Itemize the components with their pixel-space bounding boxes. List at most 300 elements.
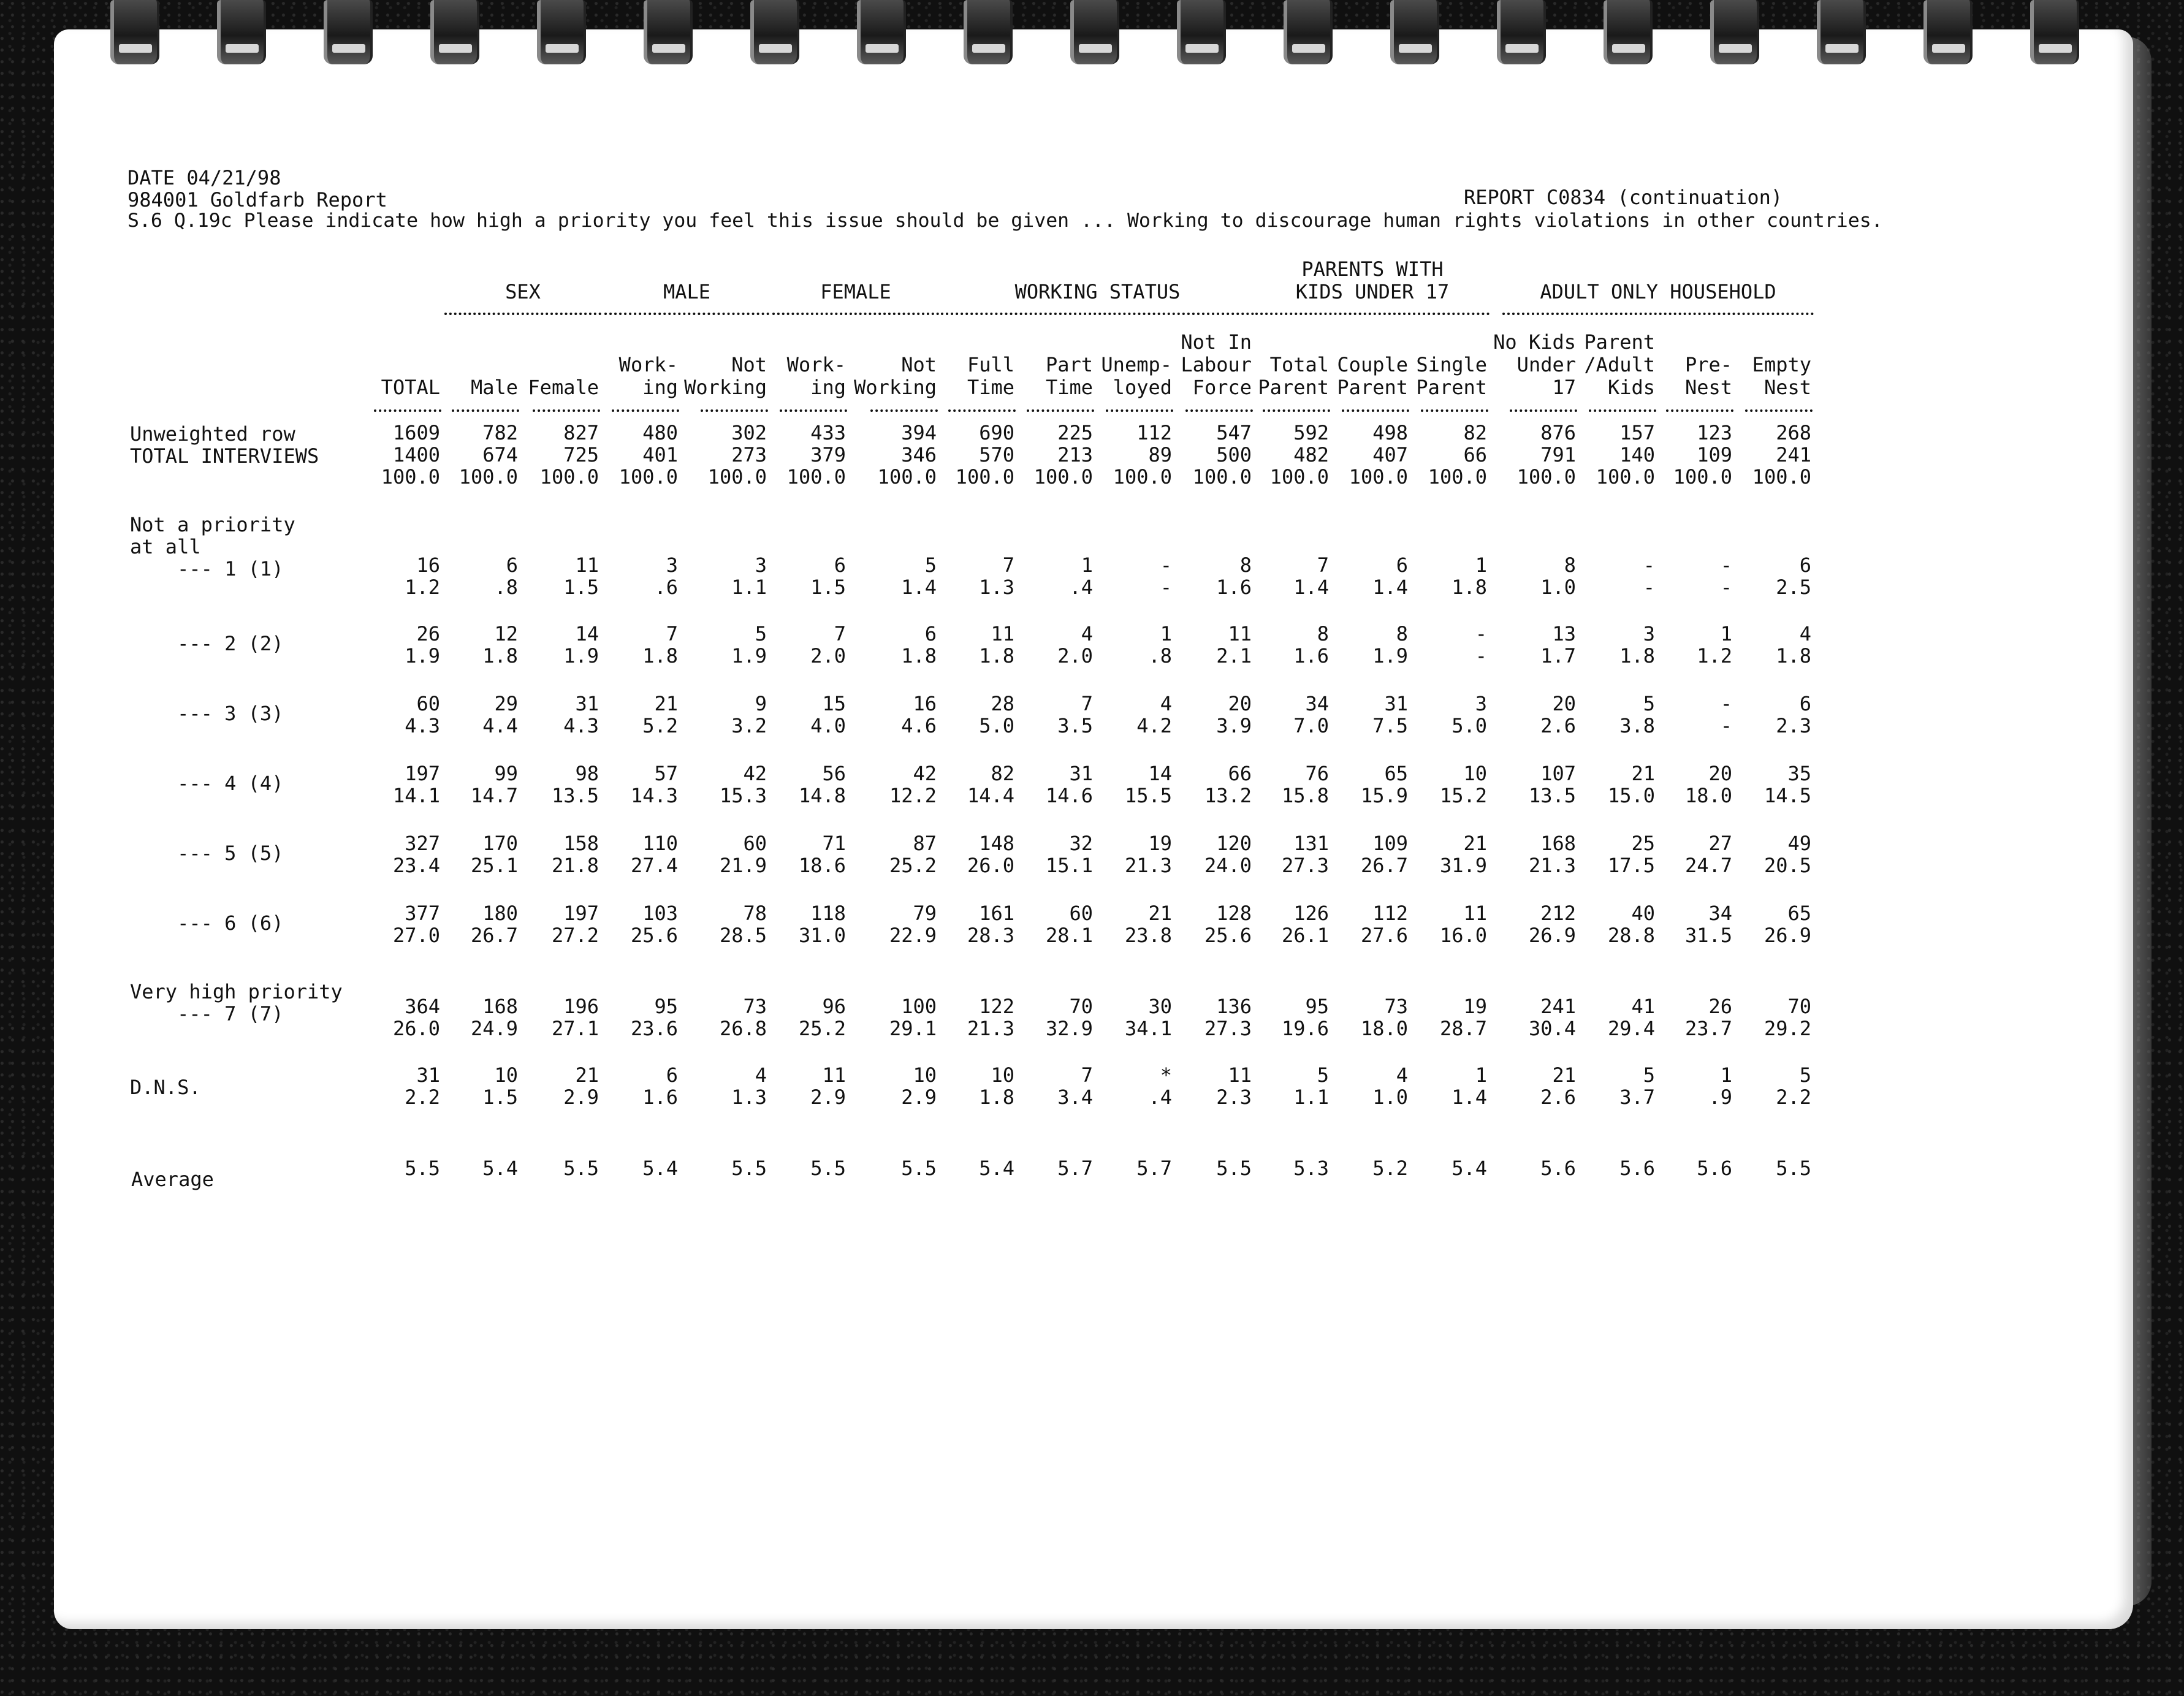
report-date: DATE 04/21/98 [127, 166, 281, 189]
table-cell: 3 [1475, 692, 1487, 715]
table-cell: 100.0 [1428, 465, 1487, 489]
column-header: Full Time [967, 353, 1014, 399]
table-cell: .8 [1148, 644, 1172, 667]
table-cell: 1.1 [1293, 1086, 1329, 1109]
table-cell: 18.6 [798, 854, 846, 877]
average-cell: 5.6 [1697, 1157, 1732, 1180]
table-cell: 27.1 [551, 1017, 599, 1040]
group-underline [444, 313, 601, 315]
table-cell: - [1720, 714, 1732, 737]
table-cell: 98 [575, 762, 599, 785]
table-cell: 128 [1216, 902, 1252, 925]
row-label: TOTAL INTERVIEWS [130, 444, 319, 468]
row-label: --- 6 (6) [130, 911, 284, 935]
table-cell: 1.0 [1540, 576, 1576, 599]
table-cell: - [1720, 576, 1732, 599]
table-cell: 14.1 [392, 784, 440, 807]
average-cell: 5.4 [482, 1157, 518, 1180]
group-header: WORKING STATUS [1014, 280, 1181, 303]
table-cell: 2.5 [1776, 576, 1811, 599]
table-cell: 15.0 [1607, 784, 1655, 807]
average-cell: 5.5 [405, 1157, 440, 1180]
table-cell: 20.5 [1764, 854, 1811, 877]
table-cell: 16.0 [1439, 924, 1487, 947]
table-cell: 28.8 [1607, 924, 1655, 947]
table-cell: 407 [1372, 443, 1408, 466]
table-cell: 24.9 [470, 1017, 518, 1040]
table-cell: 26 [1708, 995, 1732, 1018]
table-cell: 19 [1148, 832, 1172, 855]
table-cell: 100 [901, 995, 937, 1018]
table-cell: 27.2 [551, 924, 599, 947]
table-cell: 29.1 [889, 1017, 937, 1040]
table-cell: 99 [494, 762, 518, 785]
table-cell: 7 [1081, 1063, 1093, 1087]
table-cell: 876 [1540, 421, 1576, 444]
table-cell: 100.0 [1113, 465, 1172, 489]
table-cell: .6 [654, 576, 678, 599]
column-underline [1185, 409, 1253, 412]
table-cell: 1 [1720, 1063, 1732, 1087]
table-cell: 20 [1552, 692, 1576, 715]
table-cell: 20 [1708, 762, 1732, 785]
average-cell: 5.3 [1293, 1157, 1329, 1180]
table-cell: - [1720, 692, 1732, 715]
table-cell: 100.0 [1516, 465, 1576, 489]
group-underline [1502, 313, 1814, 315]
table-cell: 26.9 [1528, 924, 1576, 947]
table-cell: 1.8 [901, 644, 937, 667]
table-cell: 66 [1463, 443, 1487, 466]
table-cell: 100.0 [877, 465, 937, 489]
row-label: --- 5 (5) [130, 842, 284, 865]
column-header: Not Working [854, 353, 937, 399]
table-cell: 433 [810, 421, 846, 444]
table-cell: 346 [901, 443, 937, 466]
table-cell: 782 [482, 421, 518, 444]
table-cell: 27.4 [630, 854, 678, 877]
table-cell: 2.2 [405, 1086, 440, 1109]
table-cell: 131 [1293, 832, 1329, 855]
average-cell: 5.5 [1776, 1157, 1811, 1180]
average-cell: 5.5 [731, 1157, 767, 1180]
table-cell: 791 [1540, 443, 1576, 466]
table-cell: 180 [482, 902, 518, 925]
table-cell: 126 [1293, 902, 1329, 925]
table-cell: 28.1 [1045, 924, 1093, 947]
average-cell: 5.5 [1216, 1157, 1252, 1180]
table-cell: 212 [1540, 902, 1576, 925]
table-cell: 40 [1631, 902, 1655, 925]
column-header: Empty Nest [1752, 353, 1811, 399]
table-cell: 26.9 [1764, 924, 1811, 947]
table-cell: 11 [1228, 1063, 1252, 1087]
table-cell: 1.2 [1697, 644, 1732, 667]
table-cell: 60 [416, 692, 440, 715]
table-cell: 70 [1069, 995, 1093, 1018]
table-cell: 28 [991, 692, 1014, 715]
group-header: SEX [505, 280, 541, 303]
group-underline [604, 313, 769, 315]
table-cell: 24.7 [1684, 854, 1732, 877]
table-cell: 1 [1081, 553, 1093, 577]
table-cell: 73 [1384, 995, 1408, 1018]
table-cell: 24.0 [1204, 854, 1252, 877]
table-cell: 2.6 [1540, 1086, 1576, 1109]
table-cell: 7 [1081, 692, 1093, 715]
table-cell: 109 [1372, 832, 1408, 855]
table-cell: 140 [1619, 443, 1655, 466]
average-cell: 5.4 [979, 1157, 1014, 1180]
table-cell: 100.0 [458, 465, 518, 489]
table-cell: 6 [1799, 692, 1811, 715]
table-cell: 27.0 [392, 924, 440, 947]
table-cell: 482 [1293, 443, 1329, 466]
table-cell: 13.5 [1528, 784, 1576, 807]
column-header: Female [528, 376, 599, 399]
table-cell: 103 [642, 902, 678, 925]
table-cell: 4.3 [405, 714, 440, 737]
table-cell: 6 [924, 622, 937, 645]
table-cell: 480 [642, 421, 678, 444]
table-cell: 21 [575, 1063, 599, 1087]
table-cell: 161 [979, 902, 1014, 925]
table-cell: 1.4 [1293, 576, 1329, 599]
table-cell: 5 [1317, 1063, 1329, 1087]
table-cell: 1.6 [642, 1086, 678, 1109]
table-cell: 110 [642, 832, 678, 855]
table-cell: 3 [666, 553, 678, 577]
table-cell: 26.1 [1281, 924, 1329, 947]
table-cell: 1 [1160, 622, 1172, 645]
table-cell: 4 [1081, 622, 1093, 645]
table-cell: 3.4 [1057, 1086, 1093, 1109]
table-cell: 5 [1799, 1063, 1811, 1087]
table-cell: 21 [1552, 1063, 1576, 1087]
row-label: Very high priority --- 7 (7) [130, 980, 343, 1025]
column-header: Not Working [684, 353, 767, 399]
table-cell: 21 [1463, 832, 1487, 855]
table-cell: 100.0 [1673, 465, 1732, 489]
table-cell: 136 [1216, 995, 1252, 1018]
table-cell: 3.7 [1619, 1086, 1655, 1109]
table-cell: 6 [1396, 553, 1408, 577]
table-cell: 32 [1069, 832, 1093, 855]
table-cell: 100.0 [618, 465, 678, 489]
column-header: Not In Labour Force [1181, 330, 1252, 399]
table-cell: 41 [1631, 995, 1655, 1018]
table-cell: 27.3 [1281, 854, 1329, 877]
table-cell: 1.9 [1372, 644, 1408, 667]
table-cell: 96 [822, 995, 846, 1018]
table-cell: 168 [482, 995, 518, 1018]
table-cell: 7 [834, 622, 846, 645]
column-underline [870, 409, 938, 412]
table-cell: - [1160, 553, 1172, 577]
table-cell: 2.3 [1776, 714, 1811, 737]
column-underline [948, 409, 1016, 412]
table-cell: 17.5 [1607, 854, 1655, 877]
report-name: 984001 Goldfarb Report [127, 188, 387, 211]
table-cell: 1 [1475, 1063, 1487, 1087]
table-cell: 15.8 [1281, 784, 1329, 807]
row-label: Average [131, 1168, 214, 1191]
table-cell: 70 [1787, 995, 1811, 1018]
table-cell: 100.0 [1596, 465, 1655, 489]
table-cell: - [1475, 644, 1487, 667]
table-cell: 4 [1160, 692, 1172, 715]
table-cell: 31 [1384, 692, 1408, 715]
table-cell: 158 [563, 832, 599, 855]
table-cell: 2.6 [1540, 714, 1576, 737]
table-cell: 10 [1463, 762, 1487, 785]
table-cell: 1.8 [642, 644, 678, 667]
table-cell: 15.1 [1045, 854, 1093, 877]
table-cell: .8 [494, 576, 518, 599]
table-cell: 5 [924, 553, 937, 577]
table-cell: 1.0 [1372, 1086, 1408, 1109]
table-cell: 213 [1057, 443, 1093, 466]
table-cell: 13.2 [1204, 784, 1252, 807]
table-cell: 65 [1384, 762, 1408, 785]
table-cell: 100.0 [1349, 465, 1408, 489]
table-cell: 2.9 [563, 1086, 599, 1109]
row-label: --- 3 (3) [130, 702, 284, 725]
table-cell: 16 [416, 553, 440, 577]
table-cell: 30.4 [1528, 1017, 1576, 1040]
table-cell: .4 [1148, 1086, 1172, 1109]
table-cell: 170 [482, 832, 518, 855]
column-header: Work- ing [618, 353, 678, 399]
average-cell: 5.7 [1136, 1157, 1172, 1180]
column-underline [1263, 409, 1330, 412]
table-cell: 27.6 [1360, 924, 1408, 947]
group-header: ADULT ONLY HOUSEHOLD [1540, 280, 1776, 303]
table-cell: 31 [1069, 762, 1093, 785]
table-cell: 1.7 [1540, 644, 1576, 667]
table-cell: 6 [834, 553, 846, 577]
table-cell: 1.8 [482, 644, 518, 667]
table-cell: 12 [494, 622, 518, 645]
table-cell: 827 [563, 421, 599, 444]
table-cell: 42 [913, 762, 937, 785]
table-cell: 8 [1396, 622, 1408, 645]
group-underline [772, 313, 939, 315]
table-cell: 79 [913, 902, 937, 925]
table-cell: 22.9 [889, 924, 937, 947]
table-cell: 3 [1643, 622, 1655, 645]
column-underline [1510, 409, 1577, 412]
table-cell: 18.0 [1360, 1017, 1408, 1040]
table-cell: 57 [654, 762, 678, 785]
table-cell: 76 [1305, 762, 1329, 785]
table-cell: - [1160, 576, 1172, 599]
table-cell: 29 [494, 692, 518, 715]
table-cell: 16 [913, 692, 937, 715]
table-cell: 29.2 [1764, 1017, 1811, 1040]
table-cell: 10 [991, 1063, 1014, 1087]
table-cell: 11 [575, 553, 599, 577]
table-cell: .4 [1069, 576, 1093, 599]
column-underline [1027, 409, 1094, 412]
table-cell: 19 [1463, 995, 1487, 1018]
table-cell: 65 [1787, 902, 1811, 925]
table-cell: 100.0 [1033, 465, 1093, 489]
table-cell: 29.4 [1607, 1017, 1655, 1040]
table-cell: 197 [563, 902, 599, 925]
table-cell: 95 [1305, 995, 1329, 1018]
table-cell: 31 [416, 1063, 440, 1087]
table-cell: 23.6 [630, 1017, 678, 1040]
table-cell: 327 [405, 832, 440, 855]
table-cell: 1.9 [731, 644, 767, 667]
table-cell: * [1160, 1063, 1172, 1087]
table-cell: 21.8 [551, 854, 599, 877]
table-cell: 15.5 [1124, 784, 1172, 807]
table-cell: 7 [1317, 553, 1329, 577]
table-cell: 25.6 [630, 924, 678, 947]
table-cell: 10 [494, 1063, 518, 1087]
column-underline [374, 409, 441, 412]
table-cell: 25 [1631, 832, 1655, 855]
table-cell: 2.2 [1776, 1086, 1811, 1109]
table-cell: 1.8 [1619, 644, 1655, 667]
table-cell: 14.8 [798, 784, 846, 807]
table-cell: 87 [913, 832, 937, 855]
table-cell: 394 [901, 421, 937, 444]
table-cell: 7 [666, 622, 678, 645]
table-cell: 109 [1697, 443, 1732, 466]
table-cell: 14.7 [470, 784, 518, 807]
table-cell: 3.2 [731, 714, 767, 737]
table-cell: 4.4 [482, 714, 518, 737]
table-cell: 11 [822, 1063, 846, 1087]
group-header: FEMALE [820, 280, 891, 303]
table-cell: 1.3 [731, 1086, 767, 1109]
table-cell: 100.0 [1192, 465, 1252, 489]
table-cell: 1.5 [482, 1086, 518, 1109]
table-cell: 15.9 [1360, 784, 1408, 807]
table-cell: 377 [405, 902, 440, 925]
table-cell: 2.0 [1057, 644, 1093, 667]
table-cell: 26.0 [392, 1017, 440, 1040]
table-cell: 148 [979, 832, 1014, 855]
table-cell: 1.4 [1372, 576, 1408, 599]
table-cell: 1.4 [1452, 1086, 1487, 1109]
table-cell: 196 [563, 995, 599, 1018]
table-cell: 3 [755, 553, 767, 577]
table-cell: 500 [1216, 443, 1252, 466]
table-cell: 4.3 [563, 714, 599, 737]
row-label: Unweighted row [130, 422, 295, 446]
column-header: No Kids Under 17 [1493, 330, 1576, 399]
table-cell: 1.9 [405, 644, 440, 667]
report-code: REPORT C0834 (continuation) [1464, 186, 1783, 209]
table-cell: 23.8 [1124, 924, 1172, 947]
table-cell: 18.0 [1684, 784, 1732, 807]
table-cell: 11 [1228, 622, 1252, 645]
table-cell: 12.2 [889, 784, 937, 807]
table-cell: 4 [1799, 622, 1811, 645]
table-cell: 1.8 [1776, 644, 1811, 667]
table-cell: 11 [991, 622, 1014, 645]
table-cell: 14 [1148, 762, 1172, 785]
table-cell: 23.4 [392, 854, 440, 877]
table-cell: 302 [731, 421, 767, 444]
column-underline [1421, 409, 1488, 412]
row-label: D.N.S. [130, 1076, 201, 1099]
table-cell: 1400 [392, 443, 440, 466]
table-cell: 690 [979, 421, 1014, 444]
table-cell: 1.9 [563, 644, 599, 667]
table-cell: 35 [1787, 762, 1811, 785]
table-cell: 107 [1540, 762, 1576, 785]
table-cell: 26.7 [470, 924, 518, 947]
table-cell: - [1475, 622, 1487, 645]
table-cell: 1609 [392, 421, 440, 444]
table-cell: 1 [1720, 622, 1732, 645]
table-cell: 112 [1136, 421, 1172, 444]
table-cell: 3.9 [1216, 714, 1252, 737]
table-cell: 21 [654, 692, 678, 715]
table-cell: 78 [743, 902, 767, 925]
table-cell: 14.4 [967, 784, 1014, 807]
table-cell: 100.0 [539, 465, 599, 489]
table-cell: 14.5 [1764, 784, 1811, 807]
table-cell: 5.0 [979, 714, 1014, 737]
table-cell: 31.9 [1439, 854, 1487, 877]
column-header: Male [470, 376, 518, 399]
table-cell: 6 [1799, 553, 1811, 577]
table-cell: 379 [810, 443, 846, 466]
table-cell: 19.6 [1281, 1017, 1329, 1040]
table-cell: 25.2 [798, 1017, 846, 1040]
table-cell: 15.2 [1439, 784, 1487, 807]
table-cell: 7.5 [1372, 714, 1408, 737]
table-cell: 5 [1643, 1063, 1655, 1087]
question-text: S.6 Q.19c Please indicate how high a priority you feel this issue should be given ... Working to discourage human rights violations in other countries. [127, 210, 1883, 232]
column-underline [533, 409, 600, 412]
table-cell: 11 [1463, 902, 1487, 925]
table-cell: 21 [1631, 762, 1655, 785]
table-cell: 15 [822, 692, 846, 715]
table-cell: 1.6 [1293, 644, 1329, 667]
table-cell: 570 [979, 443, 1014, 466]
table-cell: 100.0 [1269, 465, 1329, 489]
table-cell: 100.0 [786, 465, 846, 489]
table-cell: 592 [1293, 421, 1329, 444]
table-cell: 66 [1228, 762, 1252, 785]
column-header: Couple Parent [1337, 353, 1408, 399]
table-cell: - [1643, 553, 1655, 577]
table-cell: 13 [1552, 622, 1576, 645]
table-cell: 4.2 [1136, 714, 1172, 737]
table-cell: 6 [666, 1063, 678, 1087]
row-label: Not a priority at all --- 1 (1) [130, 513, 295, 580]
table-cell: 20 [1228, 692, 1252, 715]
column-header: Pre- Nest [1684, 353, 1732, 399]
table-cell: 21.3 [1528, 854, 1576, 877]
table-cell: 26.0 [967, 854, 1014, 877]
group-header: MALE [663, 280, 711, 303]
table-cell: 1.4 [901, 576, 937, 599]
table-cell: 21 [1148, 902, 1172, 925]
table-cell: 26.7 [1360, 854, 1408, 877]
table-cell: 21.3 [1124, 854, 1172, 877]
table-cell: 21.3 [967, 1017, 1014, 1040]
table-cell: 674 [482, 443, 518, 466]
table-cell: 27.3 [1204, 1017, 1252, 1040]
